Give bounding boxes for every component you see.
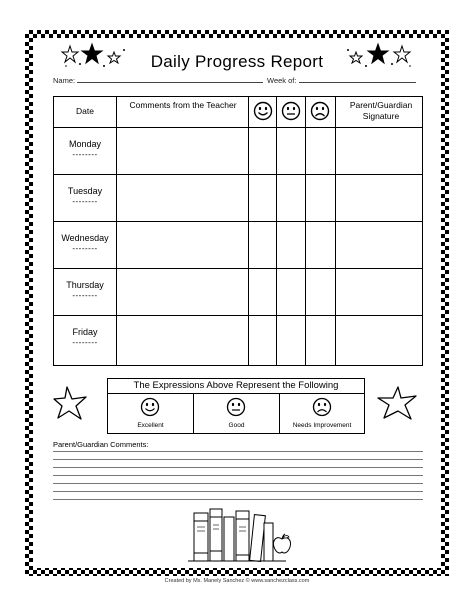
- comment-line[interactable]: [53, 499, 423, 500]
- key-item-needs-improvement: [280, 393, 364, 433]
- date-blank[interactable]: --------: [72, 150, 98, 159]
- parent-comments-label: Parent/Guardian Comments:: [53, 440, 149, 449]
- day-label: Thursday: [66, 280, 104, 290]
- day-row-friday: [54, 327, 116, 347]
- sad-face-icon: [310, 101, 330, 121]
- comment-line[interactable]: [53, 475, 423, 476]
- key-label: Needs Improvement: [292, 422, 352, 429]
- date-blank[interactable]: --------: [72, 244, 98, 253]
- comment-line[interactable]: [53, 483, 423, 484]
- star-icon: [376, 386, 418, 422]
- neutral-face-icon: [226, 397, 246, 417]
- week-blank[interactable]: [299, 74, 416, 83]
- week-field[interactable]: [267, 74, 416, 85]
- neutral-face-icon: [281, 101, 301, 121]
- footer-credit: Created by Ms. Manely Sanchez © www.sanchezclass.com: [164, 578, 310, 584]
- smiley-face-icon: [253, 101, 273, 121]
- day-label: Friday: [72, 327, 98, 337]
- name-blank[interactable]: [77, 74, 263, 83]
- comment-line[interactable]: [53, 451, 423, 452]
- comment-line[interactable]: [53, 459, 423, 460]
- day-row-tuesday: [54, 186, 116, 206]
- header-date: Date: [76, 106, 94, 116]
- star-icon: [53, 386, 93, 422]
- comment-line[interactable]: [53, 491, 423, 492]
- header-signature: Parent/Guardian Signature: [349, 100, 413, 121]
- day-row-thursday: [54, 280, 116, 300]
- expressions-key: [107, 378, 365, 434]
- header-comments: Comments from the Teacher: [129, 100, 237, 110]
- name-label: Name:: [53, 76, 76, 85]
- date-blank[interactable]: --------: [72, 338, 98, 347]
- page-title: Daily Progress Report: [150, 52, 324, 71]
- comment-line[interactable]: [53, 467, 423, 468]
- apple-icon: [272, 533, 292, 555]
- week-label: Week of:: [267, 76, 297, 85]
- key-title: The Expressions Above Represent the Following: [108, 379, 364, 394]
- day-row-wednesday: [54, 233, 116, 253]
- day-row-monday: [54, 139, 116, 159]
- progress-table: [53, 96, 423, 366]
- key-item-excellent: [108, 393, 193, 433]
- date-blank[interactable]: --------: [72, 291, 98, 300]
- smiley-face-icon: [140, 397, 160, 417]
- key-label: Good: [228, 422, 245, 429]
- sad-face-icon: [312, 397, 332, 417]
- day-label: Wednesday: [61, 233, 109, 243]
- day-label: Monday: [68, 139, 102, 149]
- name-field[interactable]: [53, 74, 263, 85]
- date-blank[interactable]: --------: [72, 197, 98, 206]
- day-label: Tuesday: [67, 186, 103, 196]
- key-item-good: [194, 393, 279, 433]
- key-label: Excellent: [137, 422, 164, 429]
